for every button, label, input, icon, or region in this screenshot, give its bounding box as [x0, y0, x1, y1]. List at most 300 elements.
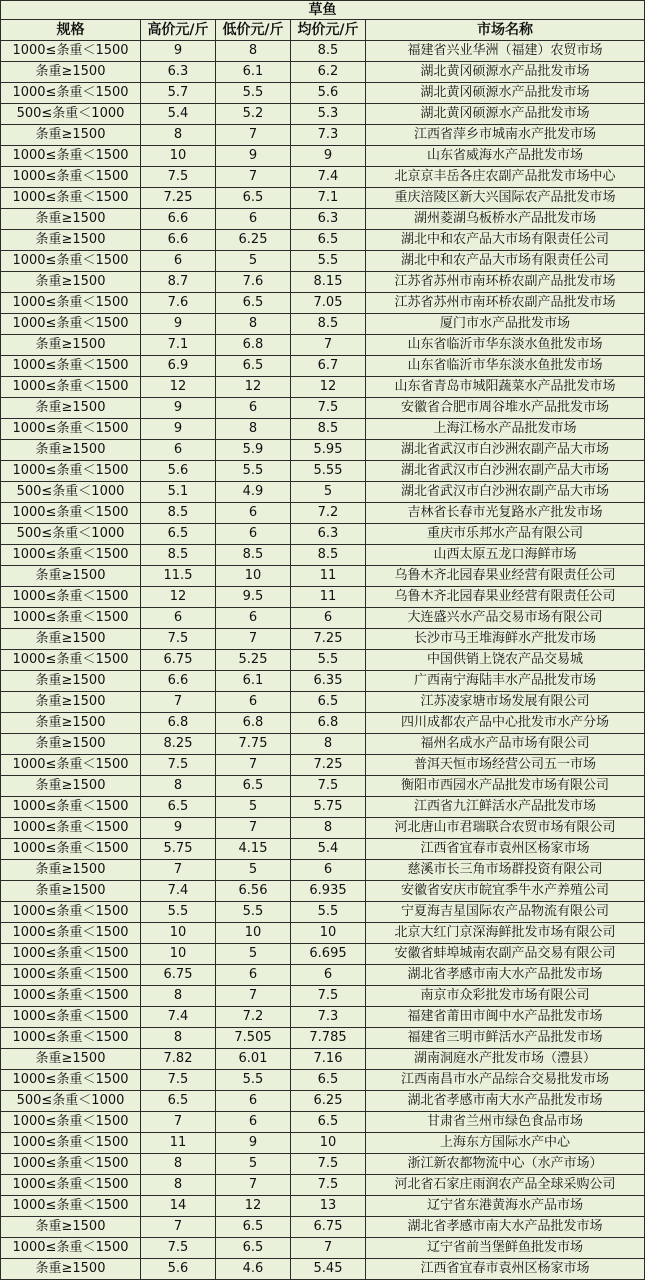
- table-row: [1, 230, 645, 251]
- cell-high-price: 6.75: [141, 650, 216, 671]
- cell-market-name: 湖州菱湖乌板桥水产品批发市场: [366, 209, 645, 230]
- cell-market-name: 江西省宜春市袁州区杨家市场: [366, 1259, 645, 1280]
- cell-low-price: 5: [216, 1154, 291, 1175]
- table-row: [1, 125, 645, 146]
- cell-avg-price: 6: [291, 608, 366, 629]
- table-row: [1, 251, 645, 272]
- cell-high-price: 7: [141, 1217, 216, 1238]
- cell-spec: 条重≥1500: [1, 713, 141, 734]
- table-row: [1, 398, 645, 419]
- cell-avg-price: 6: [291, 860, 366, 881]
- cell-avg-price: 6.5: [291, 230, 366, 251]
- cell-low-price: 4.15: [216, 839, 291, 860]
- cell-high-price: 6: [141, 440, 216, 461]
- table-row: [1, 965, 645, 986]
- cell-high-price: 8: [141, 986, 216, 1007]
- cell-high-price: 7.25: [141, 188, 216, 209]
- cell-avg-price: 8.5: [291, 41, 366, 62]
- cell-spec: 1000≤条重＜1500: [1, 818, 141, 839]
- cell-spec: 1000≤条重＜1500: [1, 146, 141, 167]
- cell-avg-price: 5: [291, 482, 366, 503]
- cell-avg-price: 7.16: [291, 1049, 366, 1070]
- cell-low-price: 5.5: [216, 83, 291, 104]
- cell-market-name: 湖北黄冈硕源水产品批发市场: [366, 104, 645, 125]
- cell-market-name: 安徽省安庆市皖宜季牛水产养殖公司: [366, 881, 645, 902]
- cell-spec: 1000≤条重＜1500: [1, 1070, 141, 1091]
- cell-spec: 条重≥1500: [1, 860, 141, 881]
- cell-market-name: 江苏省苏州市南环桥农副产品批发市场: [366, 272, 645, 293]
- cell-high-price: 6.6: [141, 230, 216, 251]
- table-row: [1, 1091, 645, 1112]
- cell-market-name: 慈溪市长三角市场群投资有限公司: [366, 860, 645, 881]
- cell-market-name: 辽宁省东港黄海水产品市场: [366, 1196, 645, 1217]
- table-row: [1, 1217, 645, 1238]
- cell-avg-price: 5.3: [291, 104, 366, 125]
- cell-high-price: 11.5: [141, 566, 216, 587]
- cell-avg-price: 5.5: [291, 251, 366, 272]
- cell-high-price: 5.1: [141, 482, 216, 503]
- cell-low-price: 5.9: [216, 440, 291, 461]
- cell-high-price: 7: [141, 860, 216, 881]
- cell-high-price: 8: [141, 1175, 216, 1196]
- cell-avg-price: 7.1: [291, 188, 366, 209]
- cell-market-name: 湖北省孝感市南大水产品批发市场: [366, 965, 645, 986]
- cell-high-price: 10: [141, 944, 216, 965]
- cell-market-name: 江西省九江鲜活水产品批发市场: [366, 797, 645, 818]
- cell-low-price: 12: [216, 377, 291, 398]
- cell-avg-price: 7.25: [291, 755, 366, 776]
- cell-avg-price: 7.3: [291, 1007, 366, 1028]
- cell-low-price: 6: [216, 524, 291, 545]
- cell-low-price: 6.1: [216, 62, 291, 83]
- cell-spec: 1000≤条重＜1500: [1, 587, 141, 608]
- cell-high-price: 7.5: [141, 1238, 216, 1259]
- table-row: [1, 41, 645, 62]
- cell-spec: 条重≥1500: [1, 734, 141, 755]
- cell-high-price: 7.82: [141, 1049, 216, 1070]
- cell-spec: 条重≥1500: [1, 440, 141, 461]
- cell-avg-price: 11: [291, 566, 366, 587]
- cell-spec: 1000≤条重＜1500: [1, 314, 141, 335]
- header-row: [1, 20, 645, 41]
- table-row: [1, 146, 645, 167]
- cell-spec: 1000≤条重＜1500: [1, 461, 141, 482]
- header-market-name: 市场名称: [366, 20, 645, 41]
- cell-high-price: 6.75: [141, 965, 216, 986]
- cell-market-name: 上海东方国际水产中心: [366, 1133, 645, 1154]
- cell-market-name: 乌鲁木齐北园春果业经营有限责任公司: [366, 587, 645, 608]
- cell-low-price: 9.5: [216, 587, 291, 608]
- table-row: [1, 650, 645, 671]
- cell-low-price: 7: [216, 1175, 291, 1196]
- cell-market-name: 湖北省武汉市白沙洲农副产品大市场: [366, 482, 645, 503]
- cell-spec: 500≤条重＜1000: [1, 524, 141, 545]
- table-row: [1, 83, 645, 104]
- cell-spec: 1000≤条重＜1500: [1, 1007, 141, 1028]
- cell-spec: 条重≥1500: [1, 671, 141, 692]
- cell-avg-price: 13: [291, 1196, 366, 1217]
- table-row: [1, 1154, 645, 1175]
- cell-market-name: 厦门市水产品批发市场: [366, 314, 645, 335]
- cell-avg-price: 7.25: [291, 629, 366, 650]
- cell-low-price: 5.5: [216, 1070, 291, 1091]
- table-row: [1, 335, 645, 356]
- cell-spec: 1000≤条重＜1500: [1, 986, 141, 1007]
- cell-high-price: 6: [141, 251, 216, 272]
- cell-low-price: 6.1: [216, 671, 291, 692]
- cell-high-price: 6.5: [141, 797, 216, 818]
- table-row: [1, 293, 645, 314]
- cell-low-price: 7: [216, 167, 291, 188]
- cell-high-price: 7.5: [141, 167, 216, 188]
- cell-high-price: 6.6: [141, 209, 216, 230]
- cell-market-name: 河北唐山市君瑞联合农贸市场有限公司: [366, 818, 645, 839]
- cell-spec: 1000≤条重＜1500: [1, 1154, 141, 1175]
- cell-avg-price: 6.935: [291, 881, 366, 902]
- cell-market-name: 安徽省蚌埠城南农副产品交易有限公司: [366, 944, 645, 965]
- cell-low-price: 5: [216, 944, 291, 965]
- cell-avg-price: 5.5: [291, 902, 366, 923]
- cell-spec: 条重≥1500: [1, 398, 141, 419]
- table-row: [1, 818, 645, 839]
- cell-market-name: 湖北黄冈硕源水产品批发市场: [366, 83, 645, 104]
- cell-low-price: 8: [216, 419, 291, 440]
- cell-spec: 1000≤条重＜1500: [1, 965, 141, 986]
- cell-low-price: 10: [216, 923, 291, 944]
- cell-high-price: 8: [141, 1028, 216, 1049]
- cell-market-name: 北京京丰岳各庄农副产品批发市场中心: [366, 167, 645, 188]
- cell-market-name: 湖北省孝感市南大水产品批发市场: [366, 1091, 645, 1112]
- cell-avg-price: 8.5: [291, 314, 366, 335]
- cell-market-name: 江西南昌市水产品综合交易批发市场: [366, 1070, 645, 1091]
- table-row: [1, 797, 645, 818]
- cell-high-price: 5.75: [141, 839, 216, 860]
- cell-high-price: 6.9: [141, 356, 216, 377]
- cell-high-price: 6.5: [141, 1091, 216, 1112]
- table-row: [1, 1238, 645, 1259]
- cell-market-name: 湖北省武汉市白沙洲农副产品大市场: [366, 440, 645, 461]
- cell-low-price: 6.5: [216, 293, 291, 314]
- cell-spec: 条重≥1500: [1, 1259, 141, 1280]
- cell-avg-price: 6.3: [291, 524, 366, 545]
- cell-high-price: 7.5: [141, 1070, 216, 1091]
- table-row: [1, 776, 645, 797]
- cell-avg-price: 7.785: [291, 1028, 366, 1049]
- cell-market-name: 上海江杨水产品批发市场: [366, 419, 645, 440]
- cell-avg-price: 6.5: [291, 1070, 366, 1091]
- cell-avg-price: 10: [291, 923, 366, 944]
- cell-spec: 条重≥1500: [1, 1049, 141, 1070]
- cell-high-price: 5.5: [141, 902, 216, 923]
- cell-avg-price: 8.5: [291, 545, 366, 566]
- cell-low-price: 8.5: [216, 545, 291, 566]
- cell-avg-price: 7.5: [291, 398, 366, 419]
- table-row: [1, 1112, 645, 1133]
- cell-low-price: 6: [216, 209, 291, 230]
- cell-spec: 1000≤条重＜1500: [1, 944, 141, 965]
- cell-low-price: 6: [216, 503, 291, 524]
- table-row: [1, 377, 645, 398]
- cell-avg-price: 6.3: [291, 209, 366, 230]
- cell-avg-price: 6.2: [291, 62, 366, 83]
- cell-avg-price: 7.5: [291, 776, 366, 797]
- cell-market-name: 湖北省武汉市白沙洲农副产品大市场: [366, 461, 645, 482]
- table-row: [1, 188, 645, 209]
- cell-avg-price: 5.5: [291, 650, 366, 671]
- cell-market-name: 江西省宜春市袁州区杨家市场: [366, 839, 645, 860]
- cell-high-price: 8.5: [141, 545, 216, 566]
- cell-spec: 1000≤条重＜1500: [1, 356, 141, 377]
- cell-spec: 条重≥1500: [1, 881, 141, 902]
- cell-market-name: 普洱天恒市场经营公司五一市场: [366, 755, 645, 776]
- table-row: [1, 566, 645, 587]
- cell-low-price: 5: [216, 797, 291, 818]
- cell-high-price: 8: [141, 125, 216, 146]
- cell-market-name: 江苏凌家塘市场发展有限公司: [366, 692, 645, 713]
- table-row: [1, 671, 645, 692]
- table-row: [1, 1259, 645, 1280]
- cell-spec: 条重≥1500: [1, 62, 141, 83]
- table-row: [1, 902, 645, 923]
- header-low-price: 低价元/斤: [216, 20, 291, 41]
- cell-market-name: 湖北省孝感市南大水产品批发市场: [366, 1217, 645, 1238]
- table-row: [1, 167, 645, 188]
- cell-low-price: 6.5: [216, 1238, 291, 1259]
- cell-spec: 1000≤条重＜1500: [1, 1238, 141, 1259]
- cell-avg-price: 5.55: [291, 461, 366, 482]
- table-row: [1, 356, 645, 377]
- cell-avg-price: 7.5: [291, 1154, 366, 1175]
- cell-market-name: 湖北黄冈硕源水产品批发市场: [366, 62, 645, 83]
- cell-spec: 条重≥1500: [1, 272, 141, 293]
- cell-high-price: 6.5: [141, 524, 216, 545]
- cell-spec: 1000≤条重＜1500: [1, 755, 141, 776]
- cell-market-name: 吉林省长春市光复路水产批发市场: [366, 503, 645, 524]
- cell-spec: 1000≤条重＜1500: [1, 923, 141, 944]
- cell-avg-price: 7: [291, 335, 366, 356]
- cell-avg-price: 8.15: [291, 272, 366, 293]
- cell-low-price: 7: [216, 125, 291, 146]
- cell-spec: 1000≤条重＜1500: [1, 41, 141, 62]
- cell-avg-price: 6.695: [291, 944, 366, 965]
- cell-high-price: 7.6: [141, 293, 216, 314]
- cell-avg-price: 7.05: [291, 293, 366, 314]
- cell-high-price: 7.5: [141, 755, 216, 776]
- cell-high-price: 7: [141, 692, 216, 713]
- table-row: [1, 923, 645, 944]
- table-row: [1, 1196, 645, 1217]
- cell-market-name: 福建省莆田市闽中水产品批发市场: [366, 1007, 645, 1028]
- cell-market-name: 湖北中和农产品大市场有限责任公司: [366, 251, 645, 272]
- cell-avg-price: 10: [291, 1133, 366, 1154]
- cell-spec: 条重≥1500: [1, 125, 141, 146]
- cell-avg-price: 9: [291, 146, 366, 167]
- cell-high-price: 5.7: [141, 83, 216, 104]
- cell-high-price: 6.3: [141, 62, 216, 83]
- cell-spec: 1000≤条重＜1500: [1, 545, 141, 566]
- cell-spec: 条重≥1500: [1, 692, 141, 713]
- table-row: [1, 692, 645, 713]
- cell-high-price: 12: [141, 587, 216, 608]
- table-row: [1, 440, 645, 461]
- cell-spec: 1000≤条重＜1500: [1, 188, 141, 209]
- table-row: [1, 524, 645, 545]
- table-row: [1, 272, 645, 293]
- cell-market-name: 中国供销上饶农产品交易城: [366, 650, 645, 671]
- cell-low-price: 9: [216, 146, 291, 167]
- cell-avg-price: 7.3: [291, 125, 366, 146]
- cell-market-name: 甘肃省兰州市绿色食品市场: [366, 1112, 645, 1133]
- cell-low-price: 5.5: [216, 461, 291, 482]
- cell-spec: 条重≥1500: [1, 1217, 141, 1238]
- header-avg-price: 均价元/斤: [291, 20, 366, 41]
- cell-market-name: 河北省石家庄雨润农产品全球采购公司: [366, 1175, 645, 1196]
- cell-avg-price: 7.5: [291, 986, 366, 1007]
- cell-low-price: 6.8: [216, 335, 291, 356]
- table-row: [1, 713, 645, 734]
- cell-low-price: 6.5: [216, 1217, 291, 1238]
- cell-spec: 1000≤条重＜1500: [1, 251, 141, 272]
- cell-avg-price: 6.5: [291, 1112, 366, 1133]
- cell-spec: 条重≥1500: [1, 230, 141, 251]
- cell-avg-price: 5.4: [291, 839, 366, 860]
- cell-spec: 500≤条重＜1000: [1, 1091, 141, 1112]
- cell-market-name: 安徽省合肥市周谷堆水产品批发市场: [366, 398, 645, 419]
- table-row: [1, 1028, 645, 1049]
- cell-market-name: 江苏省苏州市南环桥农副产品批发市场: [366, 293, 645, 314]
- cell-market-name: 湖南洞庭水产批发市场（澧县）: [366, 1049, 645, 1070]
- cell-spec: 1000≤条重＜1500: [1, 167, 141, 188]
- table-row: [1, 587, 645, 608]
- table-row: [1, 1007, 645, 1028]
- cell-high-price: 9: [141, 41, 216, 62]
- cell-market-name: 大连盛兴水产品交易市场有限公司: [366, 608, 645, 629]
- cell-avg-price: 5.95: [291, 440, 366, 461]
- table-row: [1, 1049, 645, 1070]
- table-body: [1, 41, 645, 1280]
- cell-low-price: 5: [216, 251, 291, 272]
- table-row: [1, 314, 645, 335]
- cell-low-price: 5: [216, 860, 291, 881]
- cell-avg-price: 8.5: [291, 419, 366, 440]
- cell-spec: 条重≥1500: [1, 776, 141, 797]
- cell-avg-price: 11: [291, 587, 366, 608]
- cell-market-name: 广西南宁海陆丰水产品批发市场: [366, 671, 645, 692]
- cell-low-price: 6.5: [216, 356, 291, 377]
- cell-market-name: 辽宁省前当堡鲜鱼批发市场: [366, 1238, 645, 1259]
- cell-avg-price: 12: [291, 377, 366, 398]
- cell-low-price: 7.75: [216, 734, 291, 755]
- cell-low-price: 6: [216, 608, 291, 629]
- cell-avg-price: 6.8: [291, 713, 366, 734]
- cell-high-price: 6.6: [141, 671, 216, 692]
- cell-high-price: 12: [141, 377, 216, 398]
- table-row: [1, 482, 645, 503]
- cell-high-price: 7.5: [141, 629, 216, 650]
- cell-spec: 1000≤条重＜1500: [1, 608, 141, 629]
- table-row: [1, 1070, 645, 1091]
- table-row: [1, 62, 645, 83]
- cell-spec: 1000≤条重＜1500: [1, 503, 141, 524]
- cell-low-price: 5.5: [216, 902, 291, 923]
- cell-spec: 1000≤条重＜1500: [1, 1175, 141, 1196]
- cell-spec: 1000≤条重＜1500: [1, 419, 141, 440]
- cell-low-price: 7: [216, 755, 291, 776]
- cell-high-price: 8: [141, 776, 216, 797]
- table-row: [1, 881, 645, 902]
- cell-high-price: 7.4: [141, 1007, 216, 1028]
- cell-low-price: 8: [216, 41, 291, 62]
- cell-spec: 1000≤条重＜1500: [1, 902, 141, 923]
- cell-low-price: 6: [216, 398, 291, 419]
- cell-high-price: 9: [141, 419, 216, 440]
- cell-high-price: 6: [141, 608, 216, 629]
- cell-low-price: 6: [216, 692, 291, 713]
- cell-spec: 条重≥1500: [1, 566, 141, 587]
- cell-spec: 500≤条重＜1000: [1, 482, 141, 503]
- cell-high-price: 11: [141, 1133, 216, 1154]
- cell-spec: 1000≤条重＜1500: [1, 650, 141, 671]
- cell-market-name: 福建省兴业华洲（福建）农贸市场: [366, 41, 645, 62]
- cell-low-price: 6: [216, 1112, 291, 1133]
- cell-market-name: 山东省临沂市华东淡水鱼批发市场: [366, 356, 645, 377]
- cell-market-name: 山东省青岛市城阳蔬菜水产品批发市场: [366, 377, 645, 398]
- cell-spec: 1000≤条重＜1500: [1, 1133, 141, 1154]
- cell-low-price: 10: [216, 566, 291, 587]
- cell-high-price: 7: [141, 1112, 216, 1133]
- cell-low-price: 12: [216, 1196, 291, 1217]
- table-row: [1, 545, 645, 566]
- cell-high-price: 9: [141, 314, 216, 335]
- cell-high-price: 10: [141, 146, 216, 167]
- cell-market-name: 长沙市马王堆海鲜水产批发市场: [366, 629, 645, 650]
- cell-low-price: 6.8: [216, 713, 291, 734]
- cell-high-price: 9: [141, 818, 216, 839]
- table-row: [1, 503, 645, 524]
- cell-low-price: 5.2: [216, 104, 291, 125]
- cell-market-name: 宁夏海吉星国际农产品物流有限公司: [366, 902, 645, 923]
- cell-low-price: 7.505: [216, 1028, 291, 1049]
- cell-spec: 1000≤条重＜1500: [1, 1112, 141, 1133]
- cell-market-name: 山东省威海水产品批发市场: [366, 146, 645, 167]
- cell-low-price: 6.01: [216, 1049, 291, 1070]
- table-row: [1, 209, 645, 230]
- cell-market-name: 衡阳市西园水产品批发市场有限公司: [366, 776, 645, 797]
- cell-avg-price: 7: [291, 1238, 366, 1259]
- cell-market-name: 福州名成水产品市场有限公司: [366, 734, 645, 755]
- cell-market-name: 湖北中和农产品大市场有限责任公司: [366, 230, 645, 251]
- cell-spec: 1000≤条重＜1500: [1, 83, 141, 104]
- table-row: [1, 944, 645, 965]
- cell-high-price: 14: [141, 1196, 216, 1217]
- cell-high-price: 8.7: [141, 272, 216, 293]
- table-row: [1, 755, 645, 776]
- cell-low-price: 6.5: [216, 776, 291, 797]
- cell-low-price: 7.2: [216, 1007, 291, 1028]
- cell-low-price: 7: [216, 629, 291, 650]
- cell-avg-price: 7.4: [291, 167, 366, 188]
- cell-low-price: 6: [216, 965, 291, 986]
- cell-low-price: 6: [216, 1091, 291, 1112]
- cell-spec: 条重≥1500: [1, 209, 141, 230]
- cell-low-price: 7: [216, 818, 291, 839]
- cell-high-price: 9: [141, 398, 216, 419]
- cell-spec: 1000≤条重＜1500: [1, 377, 141, 398]
- cell-market-name: 江西省萍乡市城南水产批发市场: [366, 125, 645, 146]
- cell-low-price: 9: [216, 1133, 291, 1154]
- cell-high-price: 7.4: [141, 881, 216, 902]
- cell-market-name: 山西太原五龙口海鲜市场: [366, 545, 645, 566]
